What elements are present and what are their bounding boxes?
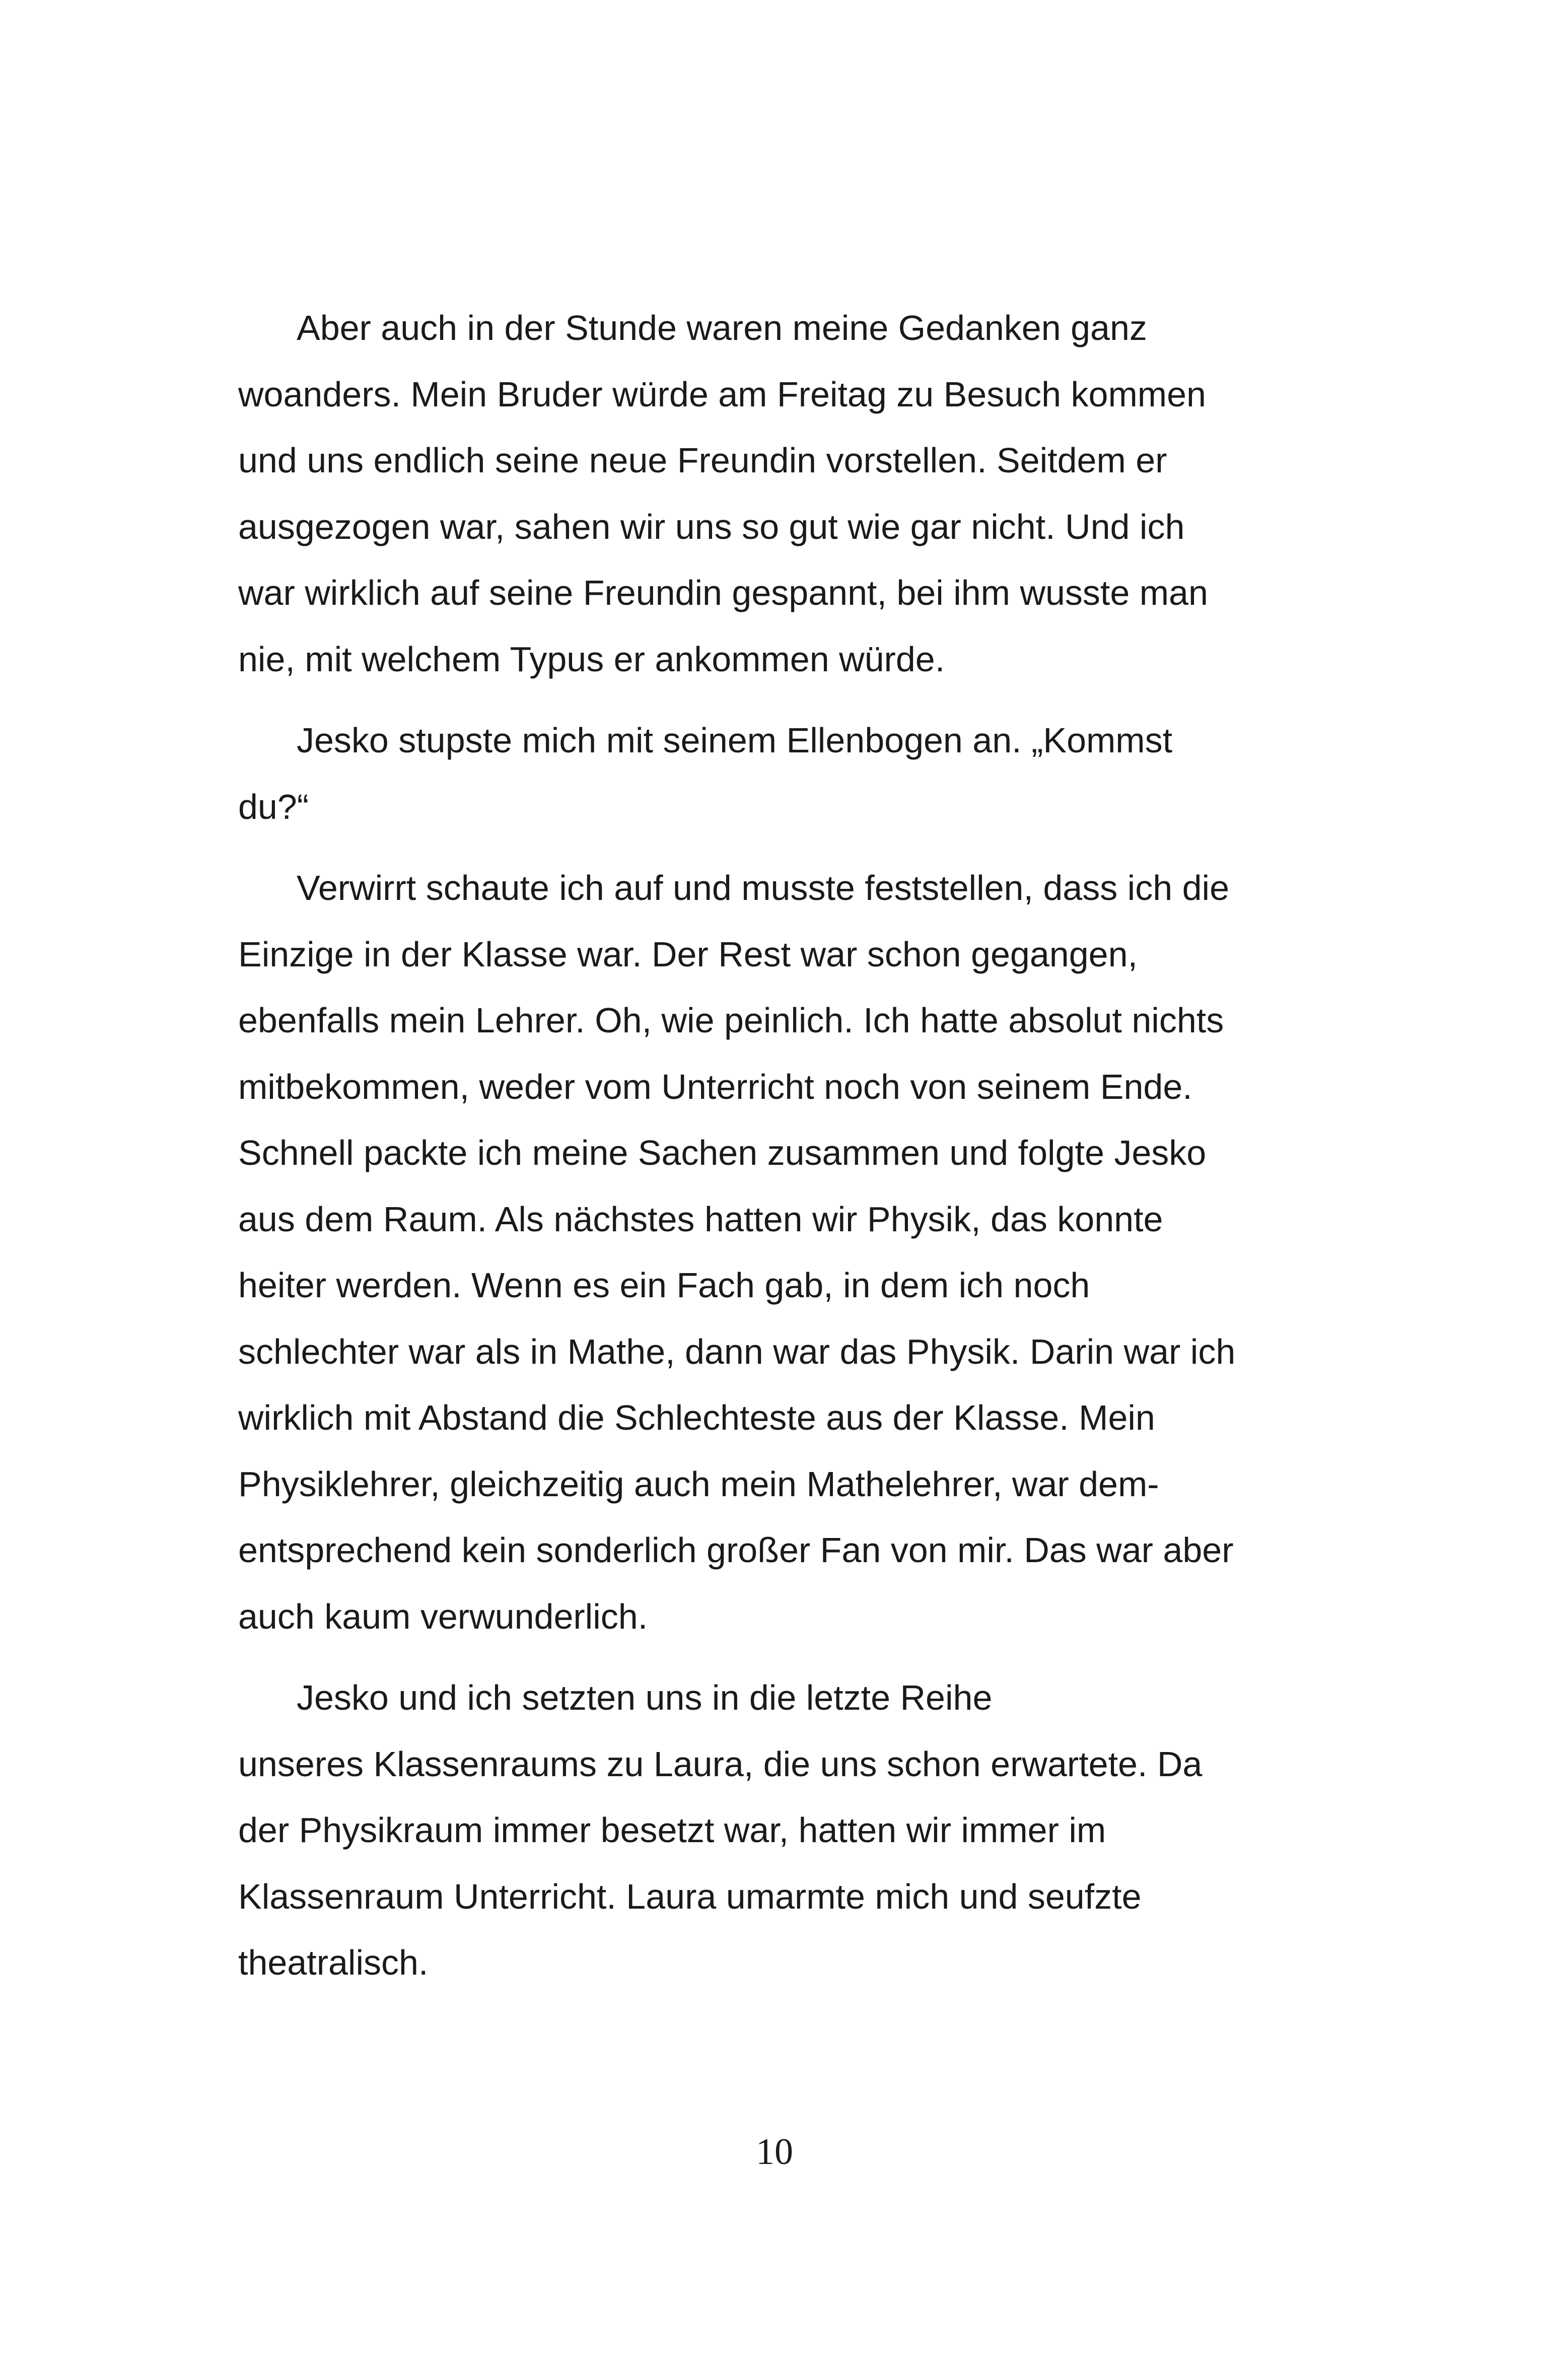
- paragraph-2: Jesko stupste mich mit seinem Ellenbogen an. „Kommst du?“: [238, 721, 1173, 826]
- page-number: 10: [756, 2131, 793, 2173]
- paragraph-1: Aber auch in der Stunde waren meine Gedanken ganz woanders. Mein Bruder würde am Freitag zu Besuch kommen und uns endlich seine neue Freundin vorstellen. Seitdem er ausgezogen war, sahen wir uns so gut wie gar nicht. Und ich war wirklich auf seine Freundin gespannt, bei ihm wusste man nie, mit welchem Typus er ankommen würde.: [238, 308, 1208, 679]
- page-body-text: [238, 295, 1311, 2011]
- paragraph-3: Verwirrt schaute ich auf und musste feststellen, dass ich die Einzige in der Klasse war. Der Rest war schon gegangen, ebenfalls mein Lehrer. Oh, wie peinlich. Ich hatte absolut nichts mitbekommen, weder vom Unterricht noch von seinem Ende. Schnell packte ich meine Sachen zusammen und folgte Jesko aus dem Raum. Als nächstes hatten wir Physik, das konnte heiter werden. Wenn es ein Fach gab, in dem ich noch schlechter war als in Mathe, dann war das Physik. Darin war ich wirklich mit Abstand die Schlechteste aus der Klasse. Mein Physiklehrer, gleichzeitig auch mein Mathelehrer, war dem- entsprechend kein sonderlich großer Fan von mir. Das war aber auch kaum verwunderlich.: [238, 868, 1236, 1636]
- paragraph-4: Jesko und ich setzten uns in die letzte Reihe unseres Klassenraums zu Laura, die uns schon erwartete. Da der Physikraum immer besetzt war, hatten wir immer im Klassenraum Unterricht. Laura umarmte mich und seufzte theatralisch.: [238, 1678, 1203, 1982]
